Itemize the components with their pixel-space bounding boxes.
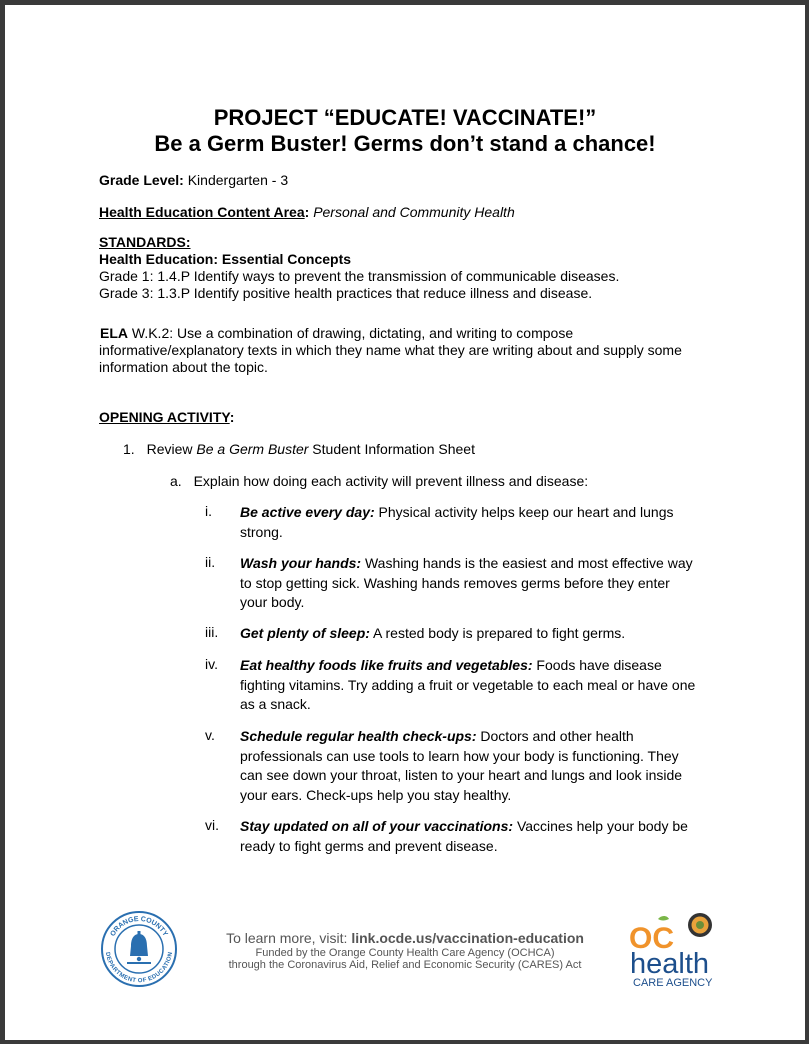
oc-care-agency: CARE AGENCY — [633, 977, 713, 989]
roman-num-iv: iv. — [205, 656, 218, 672]
content-area-value: Personal and Community Health — [313, 204, 515, 220]
roman-line-iv-3: as a snack. — [240, 696, 311, 712]
opening-heading-colon: : — [229, 409, 235, 425]
ocde-logo — [100, 910, 178, 988]
standards-section — [99, 234, 739, 302]
footer-funded-1: Funded by the Orange County Health Care Agency (OCHCA) — [255, 947, 555, 959]
roman-text-iii — [240, 624, 720, 644]
item-1-pre: Review — [146, 441, 197, 457]
title-line-1: PROJECT “EDUCATE! VACCINATE!” — [213, 105, 597, 130]
grade-level-label: Grade Level: — [99, 172, 184, 188]
roman-num-i: i. — [205, 503, 212, 519]
item-a-number: a. — [170, 473, 182, 489]
footer-link[interactable]: link.ocde.us/vaccination-education — [351, 930, 584, 946]
content-area-colon: : — [304, 204, 310, 220]
ocde-top-text: ORANGE COUNTY — [109, 915, 169, 938]
standards-subheading: Health Education: Essential Concepts — [99, 251, 352, 267]
roman-bold-i: Be active every day: — [240, 504, 375, 520]
roman-bold-vi: Stay updated on all of your vaccinations: — [240, 818, 514, 834]
title-line-2: Be a Germ Buster! Germs don’t stand a chance! — [154, 131, 656, 156]
standards-line-1: Grade 1: 1.4.P Identify ways to prevent the transmission of communicable diseases. — [99, 268, 620, 284]
roman-text-vi — [240, 817, 720, 856]
item-a-text: Explain how doing each activity will prevent illness and disease: — [193, 473, 589, 489]
grade-level-value: Kindergarten - 3 — [187, 172, 289, 188]
title-block — [5, 105, 805, 157]
document-page — [5, 5, 805, 1040]
roman-bold-iv: Eat healthy foods like fruits and vegetables: — [240, 657, 533, 673]
roman-line-v-3: can see down your throat, listen to your heart and lungs and look inside — [240, 767, 683, 783]
roman-line-ii-2: to stop getting sick. Washing hands removes germs before they enter — [240, 574, 670, 591]
opening-item-1 — [123, 440, 475, 458]
roman-bold-ii: Wash your hands: — [240, 555, 362, 571]
roman-num-vi: vi. — [205, 817, 219, 833]
roman-text-i — [240, 503, 710, 542]
item-1-italic: Be a Germ Buster — [196, 441, 309, 457]
roman-line-ii-3: your body. — [240, 594, 305, 610]
ela-line-3: information about the topic. — [99, 359, 268, 375]
roman-line-v-4: your ears. Check-ups help you stay healthy. — [240, 786, 512, 803]
ela-line-2: informative/explanatory texts in which they name what they are writing about and supply some — [99, 342, 682, 358]
footer-text — [195, 930, 615, 971]
roman-num-iii: iii. — [205, 624, 219, 640]
roman-line-iv-2: fighting vitamins. Try adding a fruit or vegetable to each meal or have one — [240, 676, 696, 693]
roman-line-i-2: strong. — [240, 523, 283, 540]
oc-health-logo-icon — [627, 911, 722, 989]
roman-text-ii — [240, 554, 720, 613]
ela-line-1: W.K.2: Use a combination of drawing, dictating, and writing to compose — [131, 325, 574, 341]
footer-learn-more-text: To learn more, visit: — [226, 930, 352, 946]
roman-line-iv-1: Foods have disease — [532, 657, 662, 673]
content-area-label: Health Education Content Area — [99, 204, 305, 220]
footer-funded-2: through the Coronavirus Aid, Relief and Economic Security (CARES) Act — [228, 959, 582, 971]
roman-line-vi-1: Vaccines help your body be — [513, 818, 688, 834]
roman-text-v — [240, 727, 720, 805]
roman-line-v-2: professionals can use tools to learn how your body is functioning. They — [240, 747, 679, 764]
roman-num-ii: ii. — [205, 554, 216, 570]
oc-letters: OC — [629, 922, 674, 955]
roman-line-iii-1: A rested body is prepared to fight germs. — [369, 625, 626, 641]
item-1-number: 1. — [123, 441, 135, 457]
roman-line-v-1: Doctors and other health — [476, 728, 634, 744]
ocde-bottom-text: DEPARTMENT OF EDUCATION — [103, 951, 175, 985]
standards-heading: STANDARDS: — [99, 234, 191, 250]
ela-label: ELA — [100, 325, 128, 341]
opening-heading — [99, 408, 234, 426]
grade-level — [99, 171, 288, 189]
opening-heading-label: OPENING ACTIVITY — [99, 409, 230, 425]
oc-health-word: health — [630, 948, 710, 980]
roman-text-iv — [240, 656, 720, 715]
roman-line-i-1: Physical activity helps keep our heart and lungs — [374, 504, 674, 520]
roman-line-ii-1: Washing hands is the easiest and most effective way — [361, 555, 693, 571]
footer-learn-more — [195, 930, 615, 947]
ela-section — [99, 325, 749, 376]
roman-bold-v: Schedule regular health check-ups: — [240, 728, 477, 744]
oc-health-care-agency-logo — [627, 911, 722, 989]
roman-bold-iii: Get plenty of sleep: — [240, 625, 370, 641]
content-area — [99, 203, 515, 221]
ocde-seal-icon — [100, 910, 178, 988]
opening-item-a — [170, 472, 588, 490]
roman-num-v: v. — [205, 727, 215, 743]
item-1-post: Student Information Sheet — [308, 441, 475, 457]
roman-line-vi-2: ready to fight germs and prevent disease. — [240, 837, 498, 854]
standards-line-2: Grade 3: 1.3.P Identify positive health practices that reduce illness and disease. — [99, 285, 593, 301]
